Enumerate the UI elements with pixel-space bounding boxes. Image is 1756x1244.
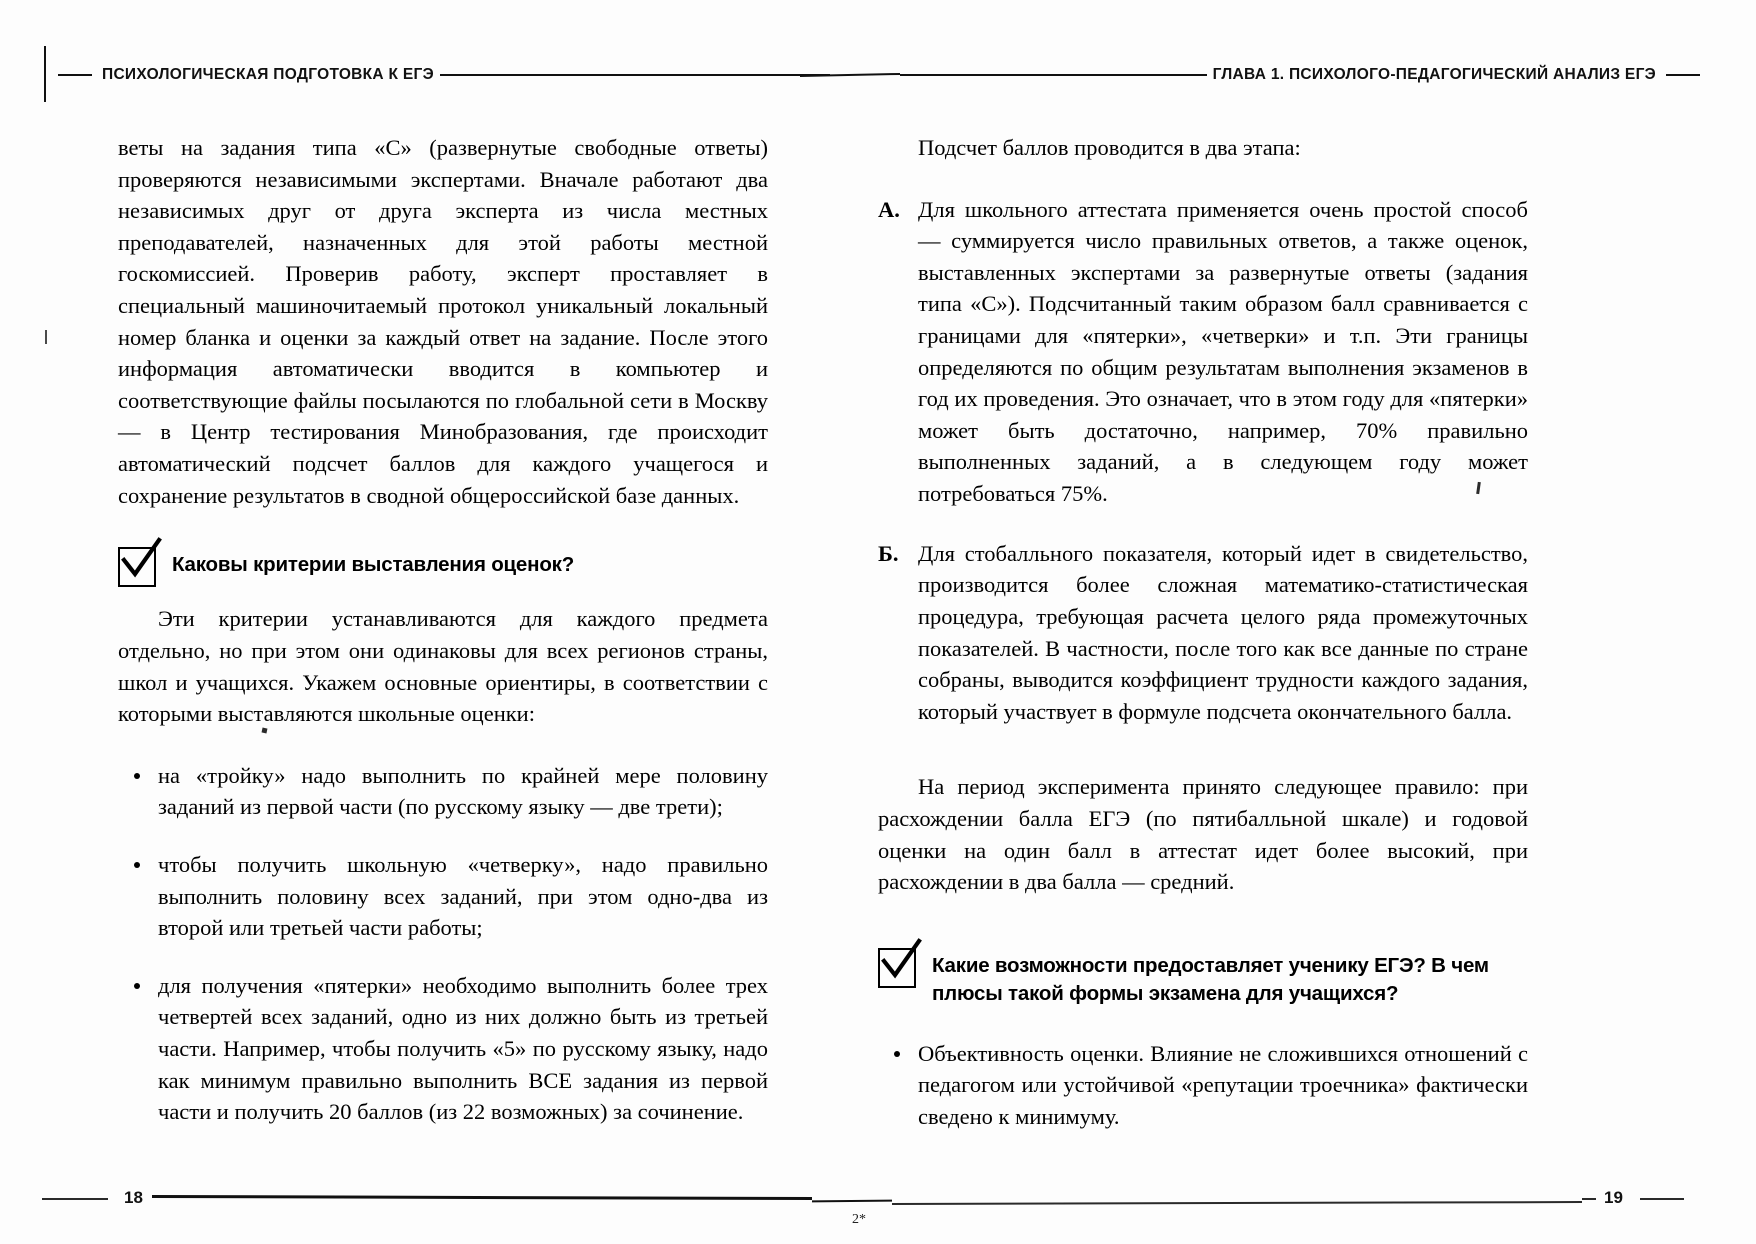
footer-rule-segment	[892, 1201, 1582, 1205]
scan-artifact-speck	[262, 728, 268, 734]
list-item	[118, 760, 768, 823]
running-head-left-label: ПСИХОЛОГИЧЕСКАЯ ПОДГОТОВКА К ЕГЭ	[102, 66, 434, 83]
footer-rule-segment	[1640, 1198, 1684, 1200]
folio-right: 19	[1604, 1188, 1623, 1207]
list-item-text: Для школьного аттестата применяется очень простой способ — суммируется число правильных ответов, а также оценок, выставленных экспертами за развернутые ответы (задания типа «С»). Подсчитанный таким образом балл сравнивается с границами для «пятерки», «четверки» и т.п. Эти границы определяются по общим результатам выполнения экзаменов в год их проведения. Это означает, что в этом году для «пятерки» может быть достаточно, например, 70% правильно выполненных заданий, а в следующем году может потребоваться 75%.	[918, 196, 1528, 507]
list-item	[878, 194, 1528, 510]
list-item-text: на «тройку» надо выполнить по крайней мере половину заданий из первой части (по русскому языку — две трети);	[158, 762, 768, 820]
footer-rule-segment	[812, 1200, 892, 1203]
checkbox-checked-icon	[118, 547, 156, 587]
spacer	[878, 164, 1528, 194]
footer-rule-segment	[152, 1195, 812, 1200]
paragraph: Эти критерии устанавливаются для каждого предмета отдельно, но при этом они одинаковы для всех регионов страны, школ и учащихся. Укажем основные ориентиры, в соответствии с которыми выставляются школьные оценки:	[118, 606, 768, 727]
bullet-dot-icon	[134, 862, 140, 868]
question-heading-text: Каковы критерии выставления оценок?	[172, 553, 575, 577]
list-item	[118, 970, 768, 1128]
list-item-text: Объективность оценки. Влияние не сложившихся отношений с педагогом или устойчивой «репутации троечника» фактически сведено к минимуму.	[918, 1040, 1528, 1129]
footer-rule-segment	[42, 1198, 108, 1200]
lettered-list	[878, 194, 1528, 728]
spacer	[878, 898, 1528, 942]
bullet-dot-icon	[894, 1051, 900, 1057]
criteria-bullet-list	[118, 760, 768, 1128]
bullet-dot-icon	[134, 773, 140, 779]
paragraph: На период эксперимента принято следующее правило: при расхождении балла ЕГЭ (по пятибалльной шкале) и годовой оценки на один балл в аттестат идет более высокий, при расхождении в два балла — средний.	[878, 774, 1528, 895]
page-footer	[0, 1114, 1756, 1244]
binding-edge-speck	[45, 330, 47, 344]
footer-rule-segment	[1582, 1198, 1596, 1200]
signature-mark: 2*	[852, 1212, 866, 1227]
paragraph: веты на задания типа «С» (развернутые свободные ответы) проверяются независимыми экспертами. Вначале работают два независимых друг от друга эксперта из числа местных преподавателей, назначенных для этой работы местной госкомиссией. Проверив работу, эксперт проставляет в специальный машиночитаемый протокол уникальный локальный номер бланка и оценки за каждый ответ на задание. После этого информация автоматически вводится в компьютер и соответствующие файлы посылаются по глобальной сети в Москву — в Центр тестирования Минобразования, где происходит автоматический подсчет баллов для каждого учащегося и сохранение результатов в сводной общероссийской базе данных.	[118, 135, 768, 508]
list-item	[878, 538, 1528, 728]
rule-segment	[900, 74, 1207, 76]
spacer	[118, 511, 768, 541]
list-item-marker: А.	[878, 196, 900, 222]
rule-segment	[58, 74, 92, 76]
running-head-right	[900, 62, 1700, 88]
question-heading-block	[878, 946, 1528, 1008]
folio-left: 18	[124, 1188, 143, 1207]
list-item-text: для получения «пятерки» необходимо выполнить более трех четвертей всех заданий, одно из них должно быть из третьей части. Например, чтобы получить «5» по русскому языку, надо как минимум правильно выполнить ВСЕ задания из первой части и получить 20 баллов (из 22 возможных) за сочинение.	[158, 972, 768, 1125]
spacer	[878, 1008, 1528, 1038]
bullet-dot-icon	[134, 983, 140, 989]
rule-segment	[1666, 74, 1700, 76]
right-page-column	[878, 132, 1528, 1132]
list-item-text: Для стобалльного показателя, который идет в свидетельство, производится более сложная математико-статистическая процедура, требующая расчета целого ряда промежуточных показателей. В частности, после того как все данные по стране собраны, выводится коэффициент трудности каждого задания, который участвует в формуле подсчета окончательного балла.	[918, 540, 1528, 724]
binding-spine-mark	[44, 46, 46, 102]
spacer	[118, 730, 768, 760]
checkbox-checked-icon	[878, 948, 916, 988]
spacer	[878, 727, 1528, 771]
running-head-left	[58, 62, 830, 88]
left-page-column	[118, 132, 768, 1128]
question-heading-block	[118, 545, 768, 587]
question-heading-text: Какие возможности предоставляет ученику ЕГЭ? В чем плюсы такой формы экзамена для учащихся?	[932, 953, 1489, 1005]
rule-segment	[440, 74, 830, 76]
list-item-text: чтобы получить школьную «четверку», надо правильно выполнить половину всех заданий, при этом одно-два из второй или третьей части работы;	[158, 851, 768, 941]
running-head-right-label: ГЛАВА 1. ПСИХОЛОГО-ПЕДАГОГИЧЕСКИЙ АНАЛИЗ ЕГЭ	[1212, 66, 1656, 83]
list-item	[118, 849, 768, 944]
paragraph: Подсчет баллов проводится в два этапа:	[918, 135, 1301, 160]
list-item-marker: Б.	[878, 540, 899, 566]
spacer	[118, 587, 768, 603]
